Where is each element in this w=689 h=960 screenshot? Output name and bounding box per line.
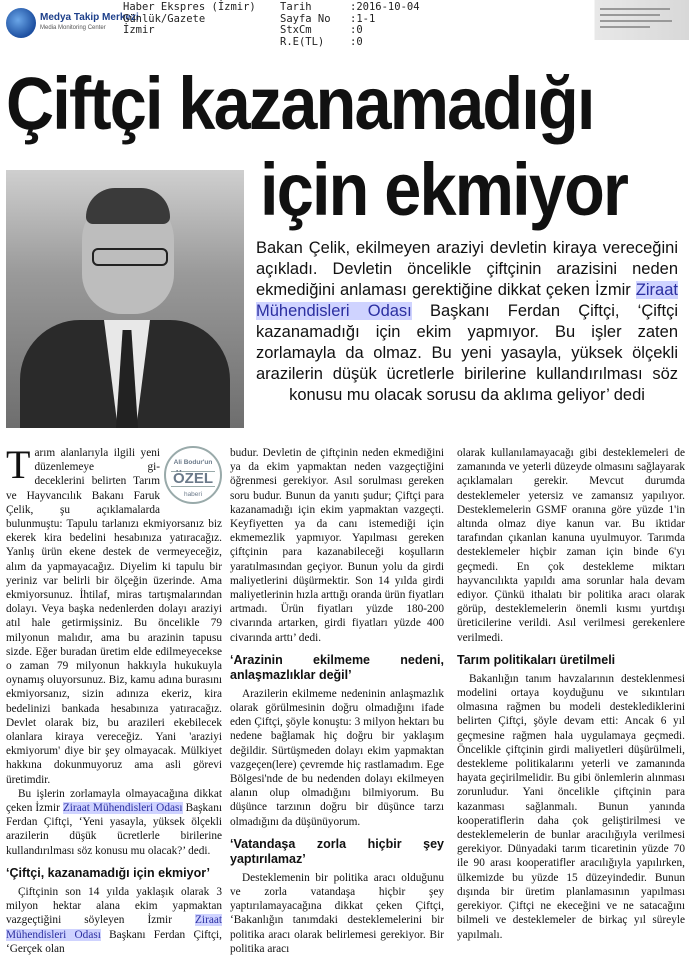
stamp-author: Ali Bodur'un [173, 459, 213, 466]
globe-icon [6, 8, 36, 38]
c1-paragraph-1: arım alanlarıyla ilgili yeni düzenlemeye gi- deceklerini belirten Tarım ve Hayvancılık Bakanı Faruk Çelik, şu açıklamalarda bulunmuştu: Tapulu tarlanızı ekmiyorsanız biz ekerek kira bedelini hesabınıza yatıracağız. Yanlış ürün ekene destek de vermeyeceğiz, alım da yapmayacağız. Diyelim ki tapulu bir yeriniz var belirli bir ölçeğin üzerinde. Ama ekmiyorsunuz. İhtilaf, miras tartışmalarından dolayı. Veya başka nedenlerden dolayı araziyi atıl hale getirmişsiniz. Bu öncelikle 79 milyonun malıdır, ama bu arazinin tapusu sizde. Eğer buradan üretim elde edilmeyecekse o zaman 79 milyonun hakkıyla hukukuyla oynamış oluyorsunuz. Biz, kamu adına burasını ekmiyorsanız, sizin adınıza ekeriz, kira bedelinizi bankada hesabınıza yatıracağız. Devlet olarak biz, bu arazileri ekebilecek olanlara kiraya vereceğiz. Yani 'araziyi ekmiyorum' diye bir şey olmayacak. Mülkiyet hakkına dokunmuyoruz ama asli görevi üretimdir. [6, 447, 222, 786]
column-2 [230, 446, 444, 960]
c1-p2-b: Başkanı Ferdan Çiftçi, ‘Yeni yasayla, yüksek ölçekli arazilerin düşük ücretlerle birilerine kullandırılması söz konusu mu olacak?’ dedi. [6, 802, 222, 857]
source-city: İzmir [123, 24, 155, 36]
c1-p2-highlight: Ziraat Mühendisleri Odası [62, 802, 183, 815]
source-info [123, 2, 256, 37]
clipping-meta [280, 2, 420, 48]
c3-paragraph-2: Bakanlığın tanım havzalarının desteklenmesi modelini ortaya koyduğunu ve sıkıntıları olmasına rağmen bu modeli desteklediklerini belirten Çiftçi, şöyle devam etti: Ancak 6 yıl geçmesine rağmen hala uygulamaya geçmedi. Öncelikle çiftçinin girdi maliyetleri düşürülmeli, destekleme politikalarını yeterli ve zamanında hayata geçirilmelidir. Bu gibi önlemlerin alınması zorunludur. Yani öncelikle çiftçinin para kazanması sağlanmalı. Bunun yanında kooperatiflerin daha çok geliştirilmesi ve desteklemelerin de bunlar aracılığıyla verilmesi gerekiyor. Dünyadaki tarım ticaretinin yüzde 70 ile 90 arası kooperatifler aracılığıyla yapılırken, ülkemizde bu yüzde 15 düzeyindedir. Bunun dışında bir üretim planlamasının yapılması gerekiyor. Çiftçi ne ekeceğini ve ne satacağını bilmeli ve desteklemeler de birkaç yıl süreyle yapılmalı. [457, 672, 685, 941]
c2-subheading-1: ‘Arazinin ekilmeme nedeni, anlaşmazlıklar değil’ [230, 652, 444, 682]
stx-value: :0 [350, 24, 363, 36]
c3-subheading: Tarım politikaları üretilmeli [457, 652, 616, 667]
dropcap: T [6, 446, 31, 487]
stamp-ozel: ÖZEL [173, 470, 213, 488]
logo-subtitle: Media Monitoring Center [40, 25, 106, 31]
c2-paragraph-1: budur. Devletin de çiftçinin neden ekmediğini ya da ekim yapmaktan neden vazgeçtiğini öğrenmesi gerekiyor. Asıl sorulması gereken soru budur. Bunun da yanıtı şudur; Çiftçi para kazanamadığı için ekim yapmaktan vazgeçti. Keyfiyetten ya da canı istemediği için ekmemezlik yapmıyor. Yapılması gereken çiftçinin para kazanabileceği koşulların yaratılmasından geçiyor. Bunun yolu da girdi maliyetlerini düşürmektir. Son 14 yılda girdi maliyetlerinin hızla arttığı oranda ürün fiyatları artmadı. Ürün fiyatları yüzde 180-200 civarında artarken, girdi fiyatları yüzde 400 civarında arttı’ dedi. [230, 447, 444, 644]
page-label: Sayfa No [280, 12, 331, 25]
c1-p3-highlight: Ziraat Mühendisleri Odası [6, 914, 222, 941]
c1-p2-a: Bu işlerin zorlamayla olmayacağına dikkat çeken İzmir [6, 787, 222, 815]
logo-title: Medya Takip Merkezi [40, 12, 139, 23]
c2-paragraph-3: Desteklemenin bir politika aracı olduğunu ve zorla vatandaşa hiçbir şey yaptırılamayacağına dikkat çeken Çiftçi, ‘Bakanlığın tanımdaki desteklemelerini bir politika aracı olarak belirlemesi gerekiyor. Bir politika aracı [230, 871, 444, 955]
stamp-haberi: haberi [183, 491, 203, 499]
source-name: Haber Ekspres (İzmir) [123, 1, 256, 13]
clipping-header [0, 0, 689, 46]
stx-label: StxCm [280, 24, 312, 36]
portrait-photo [6, 170, 244, 428]
exclusive-stamp [164, 446, 222, 504]
page-value: :1-1 [350, 12, 376, 25]
column-1 [6, 446, 222, 960]
headline-line-2: için ekmiyor [260, 148, 628, 231]
lead-text-a: Bakan Çelik, ekilmeyen araziyi devletin kiraya vereceğini açıkladı. Devletin öncelikle çiftçinin arazisini neden ekmediğini anlaması gerektiğine dikkat çeken İzmir [256, 239, 678, 299]
source-frequency: Günlük/Gazete [123, 12, 206, 25]
c2-paragraph-2: Arazilerin ekilmeme nedeninin anlaşmazlık olarak görülmesinin doğru olmadığını ifade eden Çiftçi, şöyle konuştu: 3 milyon hektarı bu nedene bağlamak hiç doğru bir yaklaşım değildir. Sürtüşmeden dolayı ekim yapmaktan vazgeçen(lere) çevremde hiç rastlamadım. Ege Bölgesi'nde de bu nedenden dolayı ekilmeyen alanın olup olmadığını bilmiyorum. Bu düşünce tarzının doğru bir düşünce tarzı olmadığını da düşünüyorum. [230, 687, 444, 828]
column-3 [457, 446, 685, 960]
c1-p3-a: Çiftçinin son 14 yılda yaklaşık olarak 3 milyon hektar alana ekim yapmaktan vazgeçtiğini söyleyen İzmir [6, 885, 222, 927]
c1-subheading: ‘Çiftçi, kazanamadığı için ekmiyor’ [6, 865, 211, 880]
lead-text-b: Başkanı Ferdan Çiftçi, ‘Çiftçi kazanamadığı için ekim yapmıyor. Bu işler zaten zorlamayla da olmaz. Bu yeni yasayla, yüksek ölçekli arazilerin düşük ücretlerle birilerine kullandırılması söz konusu mu olacak sorusu da aklıma geliyor’ dedi [256, 302, 678, 404]
c1-p3-b: Başkanı Ferdan Çiftçi, ‘Gerçek olan [6, 928, 222, 955]
page-thumbnail [440, 0, 689, 40]
re-label: R.E(TL) [280, 35, 325, 48]
date-value: :2016-10-04 [350, 1, 420, 13]
date-label: Tarih [280, 1, 312, 13]
lead-paragraph [256, 238, 678, 406]
headline-line-1: Çiftçi kazanamadığı [6, 62, 594, 145]
re-value: :0 [350, 35, 363, 48]
c2-subheading-2: ‘Vatandaşa zorla hiçbir şey yaptırılamaz’ [230, 836, 444, 866]
c3-paragraph-1: olarak kullanılamayacağı gibi desteklemeleri de zamanında ve yeterli düzeyde olmasını sağlayarak açıklamaları gerekir. Mevcut durumda desteklemeler yetersiz ve zamansız yapılıyor. Desteklemelerin GSMF oranına göre yüzde 1'in altında olmaz diye kanun var. Bu iktidar tarafından çıkanlan kanuna uyulmuyor. Tarımda desteklemeler hiçbir zaman için binde 6'yı geçmedi. En çok destekleme miktarı hayvancılıkta yapıldı ama sorunlar hala devam ediyor. Çünkü ithalatı bir politika aracı olarak görüp, desteklemelerin önemli kısmı yurtdışı üreticilerine verildi. Asıl verilmesi gerekenlere verilmedi. [457, 447, 685, 644]
lead-highlight: Ziraat Mühendisleri Odası [256, 281, 678, 320]
